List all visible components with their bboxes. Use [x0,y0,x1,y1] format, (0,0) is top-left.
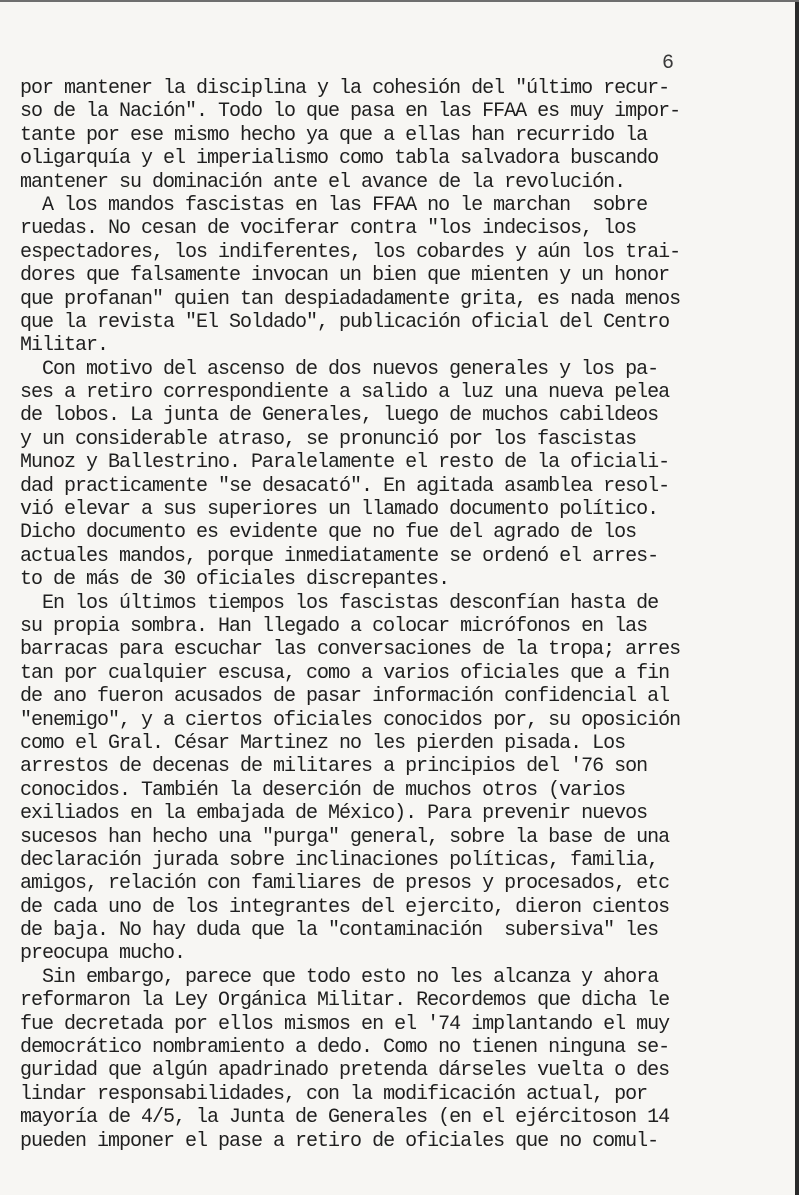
text-line: mayoría de 4/5, la Junta de Generales (en el ejércitoson 14 [20,1106,670,1130]
text-line: pueden imponer el pase a retiro de oficiales que no comul- [20,1129,659,1153]
text-line: Dicho documento es evidente que no fue del agrado de los [20,521,637,545]
text-line: como el Gral. César Martinez no les pierden pisada. Los [20,731,626,755]
document-body [20,77,796,1153]
text-line: de cada uno de los integrantes del ejercito, dieron cientos [20,895,670,919]
text-line: actuales mandos, porque inmediatamente se ordenó el arres- [20,544,659,568]
page-edge-shadow [795,2,799,1195]
text-line: guridad que algún apadrinado pretenda dárseles vuelta o des [20,1059,670,1083]
text-line: preocupa mucho. [20,942,186,966]
text-line: oligarquía y el imperialismo como tabla salvadora buscando [20,147,659,171]
text-line: su propia sombra. Han llegado a colocar micrófonos en las [20,614,648,638]
text-line: En los últimos tiempos los fascistas desconfían hasta de [20,591,659,615]
text-line: lindar responsabilidades, con la modificación actual, por [20,1082,648,1106]
text-line: "enemigo", y a ciertos oficiales conocidos por, su oposición [20,708,681,732]
text-line: to de más de 30 oficiales discrepantes. [20,568,450,592]
page-number: 6 [662,52,675,75]
text-line: que profanan" quien tan despiadadamente grita, es nada menos [20,287,681,311]
text-line: de baja. No hay duda que la "contaminación subersiva" les [20,919,659,943]
text-line: sucesos han hecho una "purga" general, sobre la base de una [20,825,670,849]
text-line: arrestos de decenas de militares a principios del '76 son [20,755,648,779]
text-line: de lobos. La junta de Generales, luego de muchos cabildeos [20,404,659,428]
text-line: democrático nombramiento a dedo. Como no tienen ninguna se- [20,1036,670,1060]
text-line: barracas para escuchar las conversaciones de la tropa; arres [20,638,681,662]
text-line: Con motivo del ascenso de dos nuevos generales y los pa- [20,357,659,381]
text-line: so de la Nación". Todo lo que pasa en las FFAA es muy impor- [20,100,681,124]
text-line: y un considerable atraso, se pronunció por los fascistas [20,427,637,451]
text-line: amigos, relación con familiares de presos y procesados, etc [20,872,670,896]
text-line: mantener su dominación ante el avance de la revolución. [20,170,626,194]
text-line: dores que falsamente invocan un bien que mienten y un honor [20,264,670,288]
text-line: Munoz y Ballestrino. Paralelamente el resto de la oficiali- [20,451,670,475]
text-line: espectadores, los indiferentes, los cobardes y aún los trai- [20,240,681,264]
text-line: tan por cualquier escusa, como a varios oficiales que a fin [20,661,670,685]
text-line: de ano fueron acusados de pasar información confidencial al [20,685,670,709]
text-line: que la revista "El Soldado", publicación oficial del Centro [20,310,670,334]
text-line: reformaron la Ley Orgánica Militar. Recordemos que dicha le [20,989,670,1013]
text-line: Sin embargo, parece que todo esto no les alcanza y ahora [20,965,659,989]
text-line: fue decretada por ellos mismos en el '74 implantando el muy [20,1012,670,1036]
text-line: A los mandos fascistas en las FFAA no le marchan sobre [20,193,648,217]
text-line: vió elevar a sus superiores un llamado documento político. [20,498,659,522]
text-line: exiliados en la embajada de México). Para prevenir nuevos [20,802,648,826]
text-line: por mantener la disciplina y la cohesión del "último recur- [20,77,670,100]
text-line: Militar. [20,334,109,358]
text-line: ses a retiro correspondiente a salido a luz una nueva pelea [20,381,670,405]
text-line: conocidos. También la deserción de muchos otros (varios [20,778,626,802]
text-line: declaración jurada sobre inclinaciones políticas, familia, [20,848,659,872]
text-line: tante por ese mismo hecho ya que a ellas han recurrido la [20,123,648,147]
text-line: dad practicamente "se desacató". En agitada asamblea resol- [20,474,670,498]
text-line: ruedas. No cesan de vociferar contra "los indecisos, los [20,217,637,241]
